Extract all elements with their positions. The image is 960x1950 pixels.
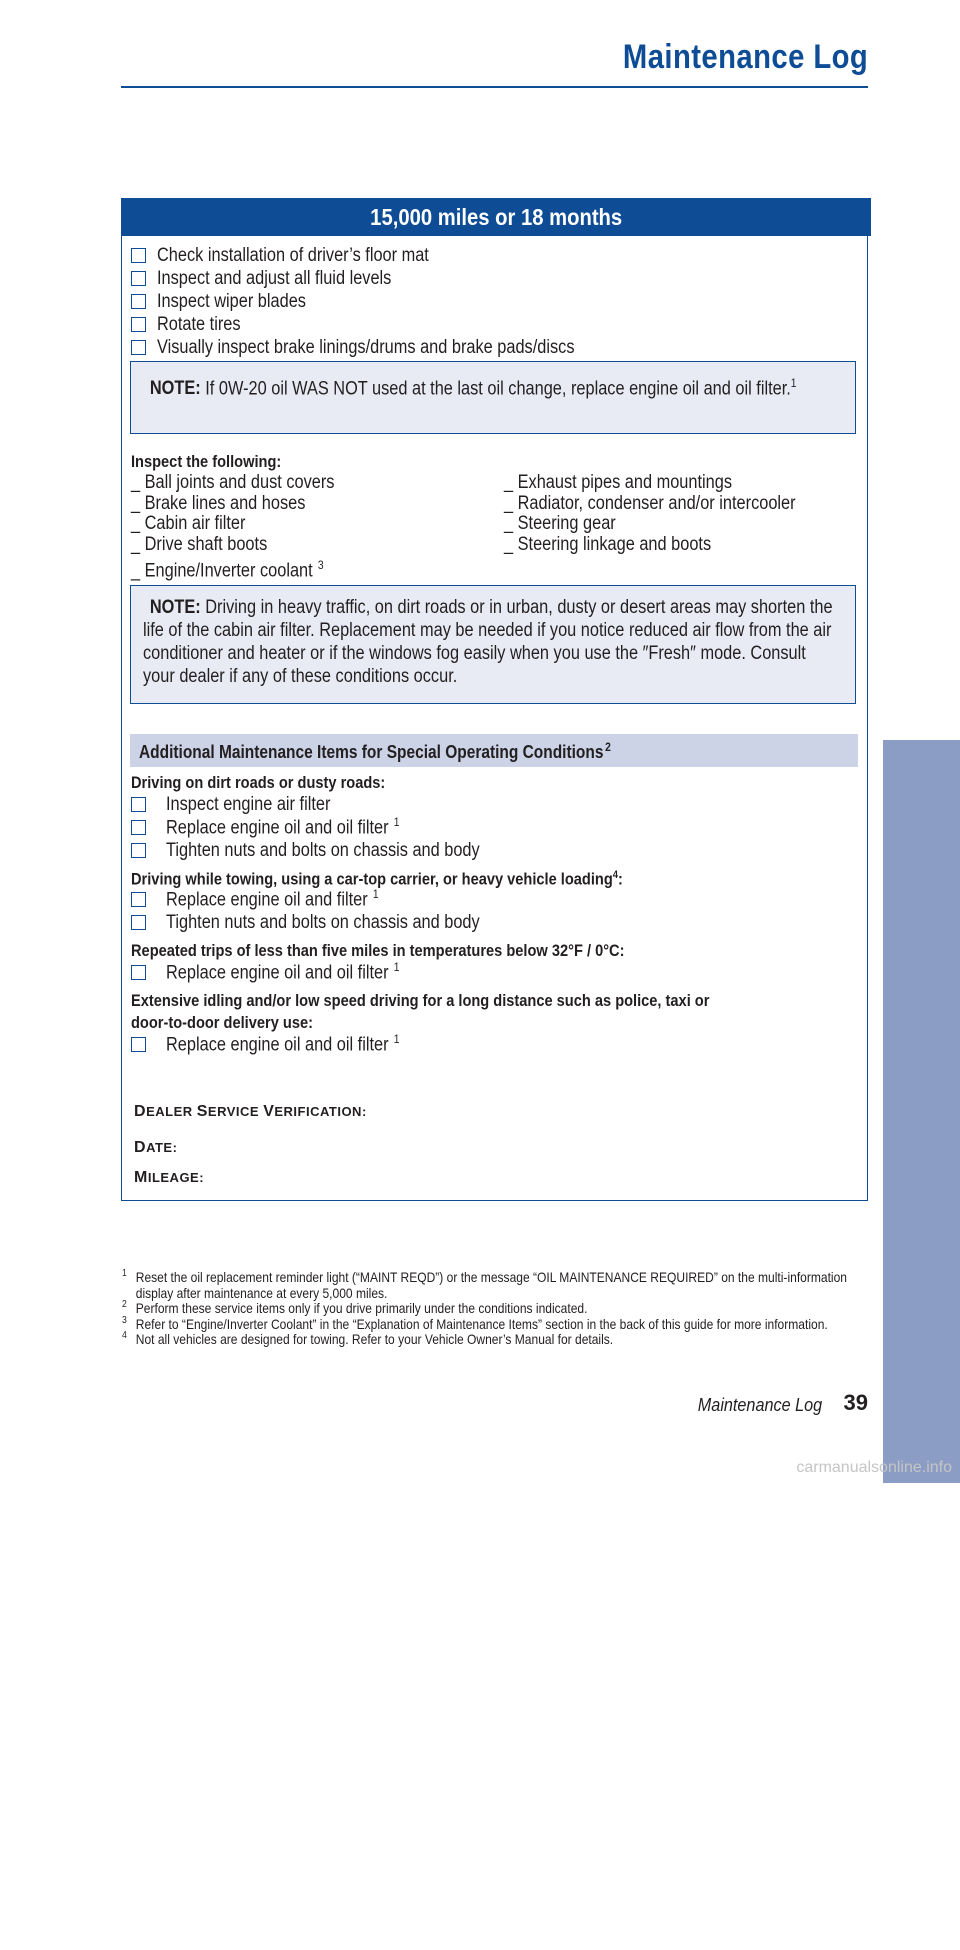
checkbox[interactable]	[131, 248, 146, 263]
checklist-item[interactable]: Replace engine oil and oil filter $^1$	[131, 816, 437, 839]
idling-heading-line2: door-to-door delivery use:	[131, 1013, 313, 1032]
checklist-item[interactable]: Tighten nuts and bolts on chassis and body	[131, 839, 531, 862]
page-number: 39	[843, 1390, 868, 1415]
panel-header: 15,000 miles or 18 months	[121, 198, 871, 236]
checkbox[interactable]	[131, 271, 146, 286]
checklist-item[interactable]: Replace engine oil and filter $^1$	[131, 888, 413, 911]
side-tab-label: MAINTENANCE	[908, 1750, 936, 1950]
checklist-item[interactable]: Inspect and adjust all fluid levels	[131, 267, 430, 290]
towing-heading: Driving while towing, using a car-top carrier, or heavy vehicle loading$^4$:	[131, 869, 623, 889]
checkbox[interactable]	[131, 294, 146, 309]
checklist-item[interactable]: Check installation of driver’s floor mat	[131, 244, 473, 267]
checklist-item[interactable]: Replace engine oil and oil filter $^1$	[131, 961, 437, 984]
footnote: 3 Refer to “Engine/Inverter Coolant” in the “Explanation of Maintenance Items” section in the back of this guide for more information.	[122, 1314, 828, 1332]
inspect-heading: Inspect the following:	[131, 452, 282, 471]
footnote: 4 Not all vehicles are designed for towing. Refer to your Vehicle Owner’s Manual for details.	[122, 1330, 614, 1348]
footer-label: Maintenance Log	[697, 1395, 822, 1415]
title-rule	[121, 86, 868, 88]
oil-note: NOTE: If 0W-20 oil WAS NOT used at the last oil change, replace engine oil and oil filter.$^1$	[130, 361, 856, 434]
mileage-label: MILEAGE:	[134, 1169, 205, 1186]
short-trips-heading: Repeated trips of less than five miles in temperatures below 32°F / 0°C:	[131, 941, 625, 960]
dealer-verification-label: DEALER SERVICE VERIFICATION:	[134, 1103, 367, 1120]
checkbox[interactable]	[131, 965, 146, 980]
footnotes	[122, 1270, 862, 1348]
checklist-item[interactable]: Inspect engine air filter	[131, 793, 357, 816]
checklist-item[interactable]: Tighten nuts and bolts on chassis and body	[131, 911, 531, 934]
footnote: 2 Perform these service items only if you drive primarily under the conditions indicated.	[122, 1299, 588, 1317]
checkbox[interactable]	[131, 797, 146, 812]
side-tab	[883, 740, 960, 1950]
checkbox[interactable]	[131, 317, 146, 332]
checkbox[interactable]	[131, 843, 146, 858]
page-title: Maintenance Log	[622, 38, 868, 76]
checkbox[interactable]	[131, 892, 146, 907]
checkbox[interactable]	[131, 915, 146, 930]
checkbox[interactable]	[131, 1037, 146, 1052]
dirt-roads-heading: Driving on dirt roads or dusty roads:	[131, 773, 386, 792]
checklist-item[interactable]: Inspect wiper blades	[131, 290, 330, 313]
checklist-item[interactable]: Rotate tires	[131, 313, 254, 336]
additional-items-band: Additional Maintenance Items for Special Operating Conditions $^2$	[130, 734, 858, 767]
watermark: carmanualsonline.info	[796, 1459, 952, 1476]
checkbox[interactable]	[131, 340, 146, 355]
checklist-item[interactable]: Replace engine oil and oil filter $^1$	[131, 1033, 437, 1056]
cabin-filter-note: NOTE: Driving in heavy traffic, on dirt roads or in urban, dusty or desert areas may shorten the life of the cabin air filter. Replacement may be needed if you notice reduced air flow from the air conditioner and heater or if the windows fog easily when you use the ″Fresh″ mode. Consult your dealer if any of these conditions occur.	[130, 585, 856, 704]
maintenance-panel	[121, 198, 868, 1201]
checkbox[interactable]	[131, 820, 146, 835]
inspect-right-list: _ Exhaust pipes and mountings _ Radiator, condenser and/or intercooler _ Steering gear _ Steering linkage and boots	[504, 472, 796, 555]
checklist-item[interactable]: Visually inspect brake linings/drums and brake pads/discs	[131, 336, 642, 359]
date-label: DATE:	[134, 1139, 178, 1156]
inspect-left-list: _ Ball joints and dust covers _ Brake lines and hoses _ Cabin air filter _ Drive shaft boots _ Engine/Inverter coolant $^3$	[131, 472, 335, 582]
footnote: 1 Reset the oil replacement reminder light (“MAINT REQD”) or the message “OIL MAINTENANCE REQUIRED” on the multi-information display after maintenance at every 5,000 miles.	[122, 1268, 848, 1301]
idling-heading-line1: Extensive idling and/or low speed driving for a long distance such as police, taxi or	[131, 991, 710, 1010]
